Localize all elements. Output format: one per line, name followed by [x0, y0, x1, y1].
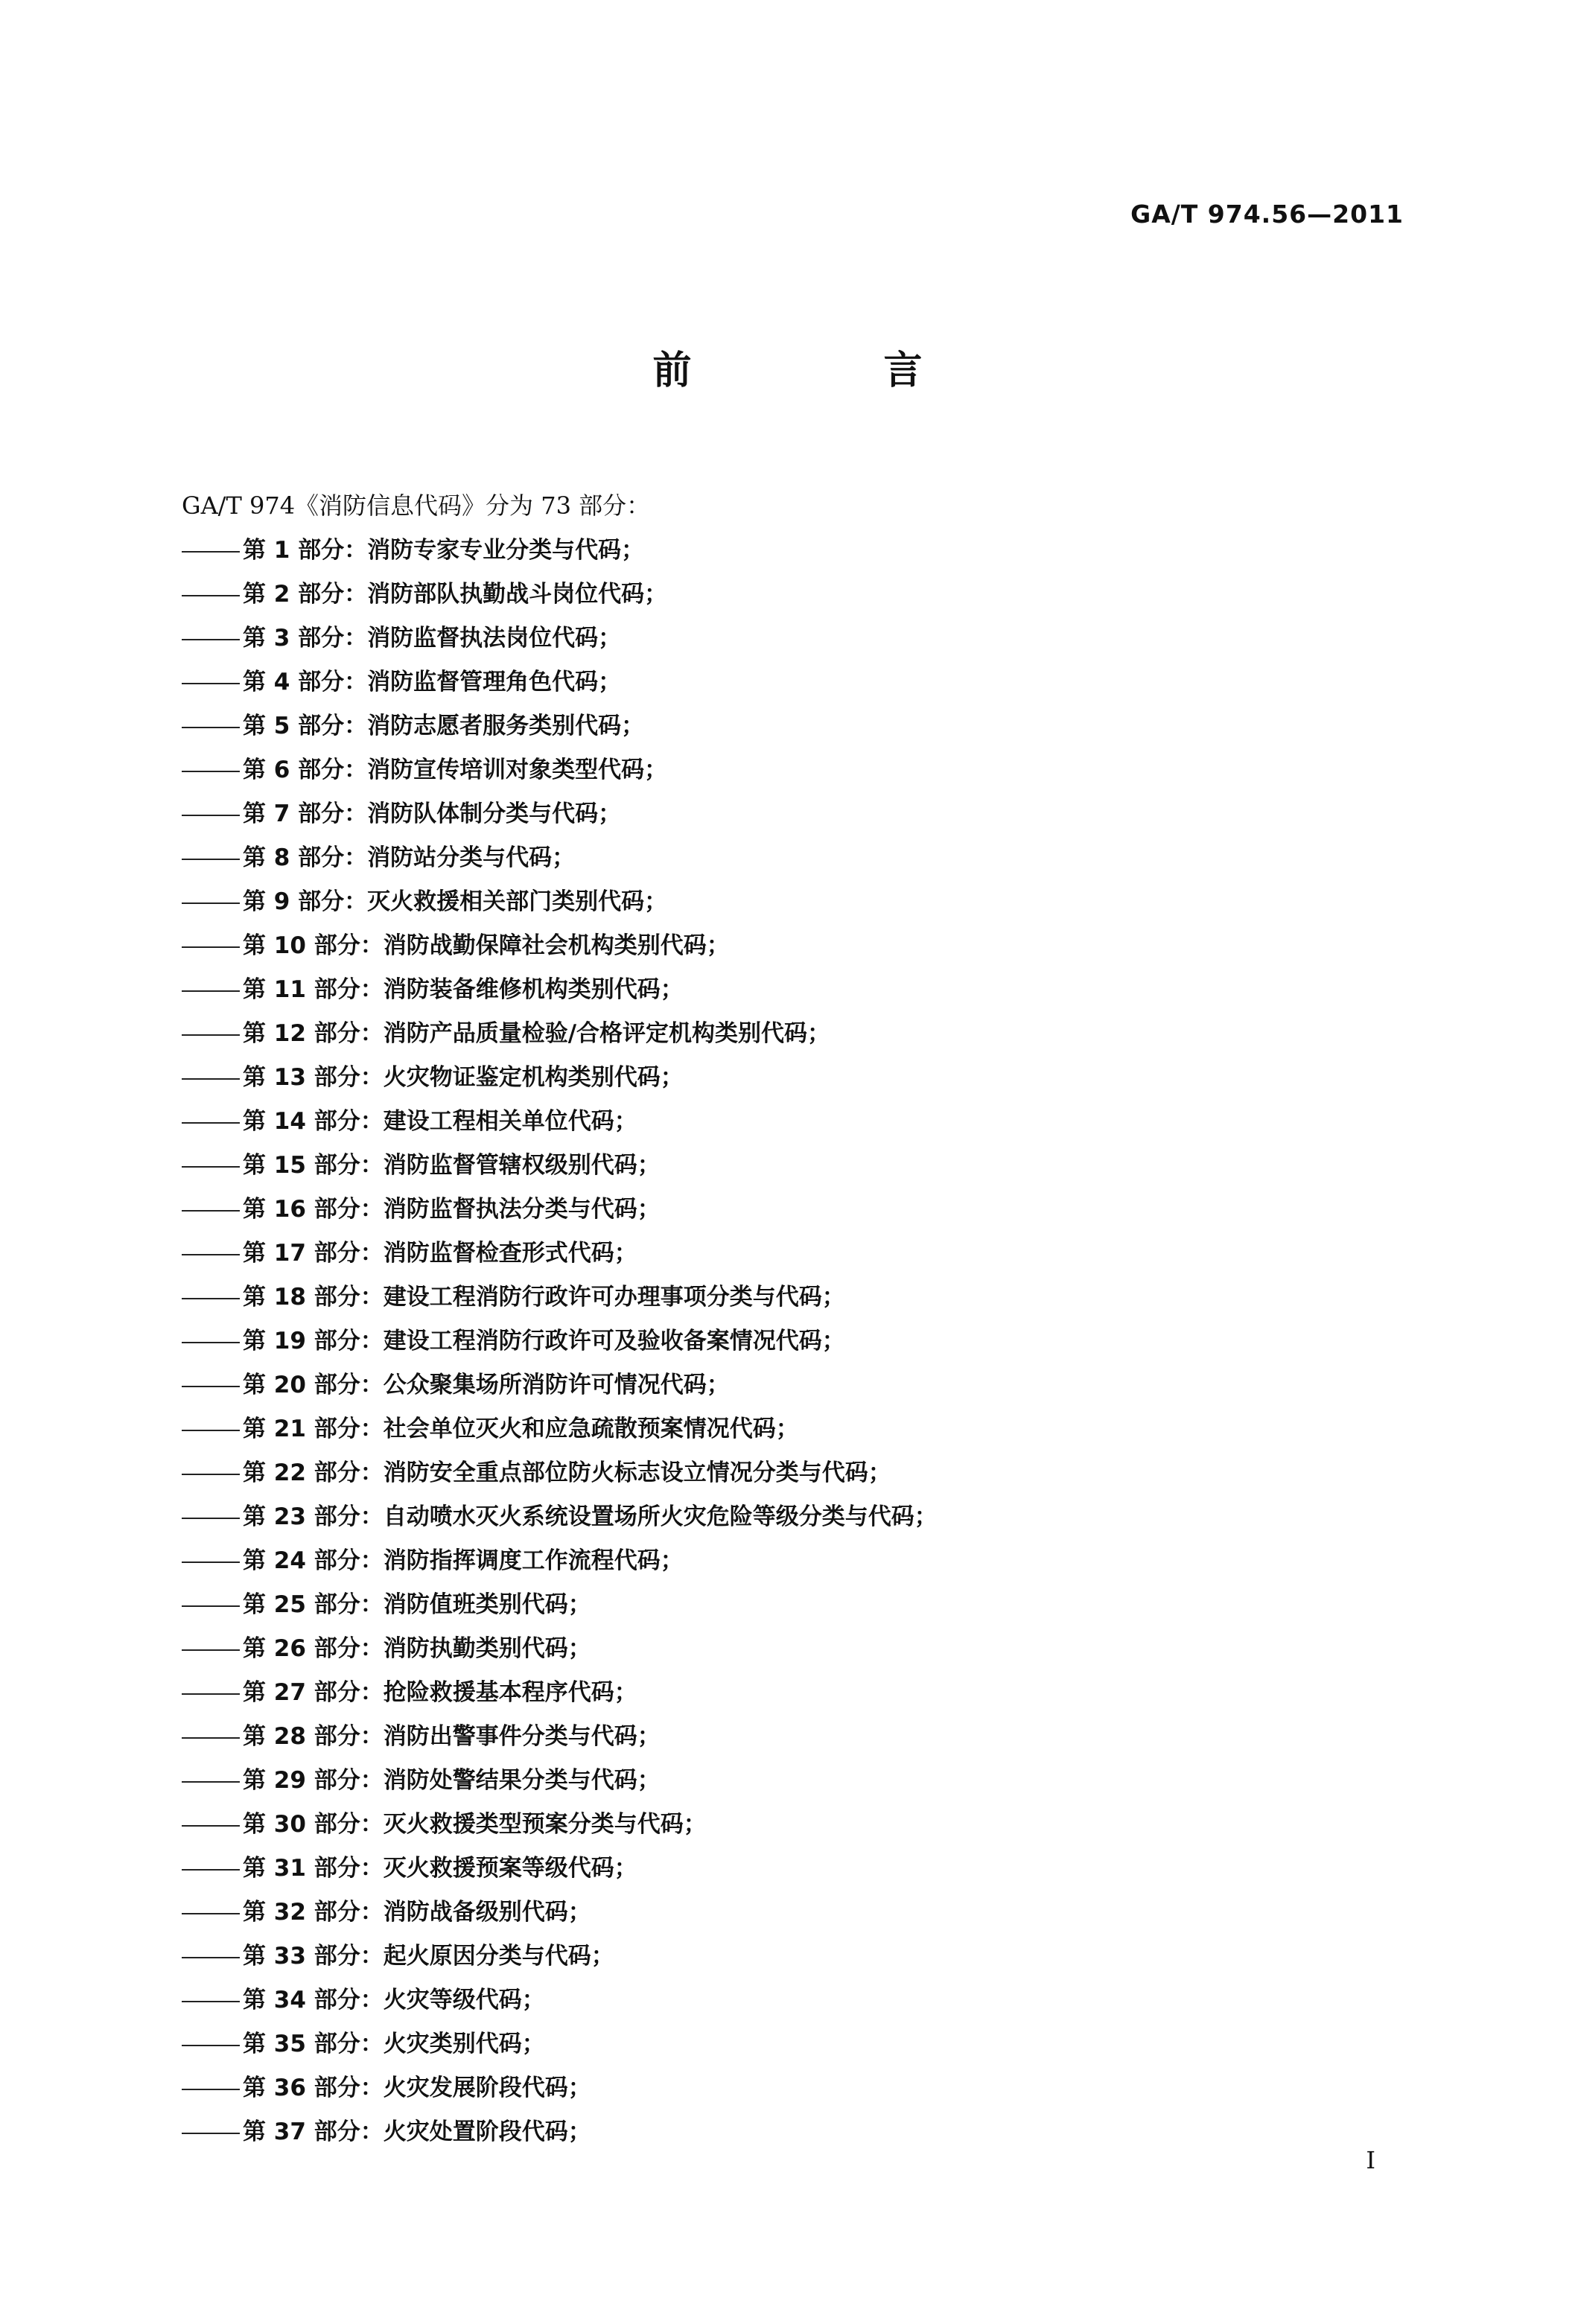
- list-item: [182, 704, 938, 748]
- list-item: [182, 1232, 938, 1276]
- list-item: [182, 529, 938, 573]
- em-dash-marker: [182, 1693, 240, 1695]
- list-item: [182, 573, 938, 617]
- list-item: [182, 617, 938, 660]
- em-dash-marker: [182, 1913, 240, 1914]
- list-item: [182, 1803, 938, 1847]
- list-item: [182, 660, 938, 704]
- part-title: ：消防出警事件分类与代码；: [360, 1723, 661, 1750]
- part-label: 第 25 部分: [243, 1591, 360, 1618]
- intro-paragraph: GA/T 974《消防信息代码》分为 73 部分：: [182, 491, 651, 520]
- part-label: 第 9 部分: [243, 888, 345, 915]
- list-item: [182, 1451, 938, 1495]
- part-label: 第 19 部分: [243, 1328, 360, 1354]
- part-title: ：消防队体制分类与代码；: [344, 800, 622, 827]
- part-title: ：公众聚集场所消防许可情况代码；: [360, 1372, 730, 1398]
- em-dash-marker: [182, 1342, 240, 1343]
- part-label: 第 27 部分: [243, 1679, 360, 1706]
- part-title: ：消防监督管理角色代码；: [344, 669, 622, 695]
- em-dash-marker: [182, 2001, 240, 2002]
- part-title: ：消防宣传培训对象类型代码；: [344, 757, 668, 783]
- list-item: [182, 1891, 938, 1935]
- part-title: ：建设工程消防行政许可办理事项分类与代码；: [360, 1284, 845, 1311]
- part-title: ：消防处警结果分类与代码；: [360, 1767, 661, 1794]
- list-item: [182, 880, 938, 924]
- list-item: [182, 1671, 938, 1715]
- list-item: [182, 2066, 938, 2110]
- part-label: 第 20 部分: [243, 1372, 360, 1398]
- em-dash-marker: [182, 551, 240, 553]
- em-dash-marker: [182, 1561, 240, 1563]
- em-dash-marker: [182, 2133, 240, 2134]
- em-dash-marker: [182, 859, 240, 860]
- part-title: ：灭火救援类型预案分类与代码；: [360, 1811, 707, 1838]
- part-label: 第 33 部分: [243, 1943, 360, 1970]
- em-dash-marker: [182, 1869, 240, 1871]
- list-item: [182, 1144, 938, 1188]
- parts-list: [182, 529, 938, 2154]
- part-title: ：消防部队执勤战斗岗位代码；: [344, 581, 668, 608]
- list-item: [182, 2110, 938, 2154]
- list-item: [182, 2022, 938, 2066]
- part-label: 第 8 部分: [243, 844, 345, 871]
- part-title: ：消防监督管辖权级别代码；: [360, 1152, 661, 1179]
- part-title: ：火灾发展阶段代码；: [360, 2075, 591, 2101]
- em-dash-marker: [182, 639, 240, 640]
- part-title: ：灭火救援预案等级代码；: [360, 1855, 637, 1882]
- part-label: 第 14 部分: [243, 1108, 360, 1135]
- part-label: 第 5 部分: [243, 713, 345, 739]
- em-dash-marker: [182, 1957, 240, 1958]
- list-item: [182, 1715, 938, 1759]
- part-title: ：消防专家专业分类与代码；: [344, 537, 645, 564]
- list-item: [182, 1539, 938, 1583]
- part-label: 第 4 部分: [243, 669, 345, 695]
- part-label: 第 36 部分: [243, 2075, 360, 2101]
- part-label: 第 22 部分: [243, 1459, 360, 1486]
- list-item: [182, 1276, 938, 1319]
- part-label: 第 1 部分: [243, 537, 345, 564]
- em-dash-marker: [182, 1430, 240, 1431]
- list-item: [182, 1319, 938, 1363]
- part-title: ：消防执勤类别代码；: [360, 1635, 591, 1662]
- em-dash-marker: [182, 1737, 240, 1739]
- part-title: ：消防指挥调度工作流程代码；: [360, 1547, 684, 1574]
- list-item: [182, 924, 938, 968]
- list-item: [182, 1847, 938, 1891]
- em-dash-marker: [182, 2045, 240, 2046]
- part-title: ：火灾等级代码；: [360, 1987, 545, 2013]
- list-item: [182, 748, 938, 792]
- part-label: 第 35 部分: [243, 2031, 360, 2057]
- em-dash-marker: [182, 902, 240, 904]
- part-title: ：消防安全重点部位防火标志设立情况分类与代码；: [360, 1459, 891, 1486]
- em-dash-marker: [182, 1298, 240, 1299]
- part-label: 第 17 部分: [243, 1240, 360, 1267]
- em-dash-marker: [182, 1825, 240, 1827]
- list-item: [182, 1363, 938, 1407]
- list-item: [182, 1759, 938, 1803]
- em-dash-marker: [182, 1034, 240, 1036]
- part-label: 第 24 部分: [243, 1547, 360, 1574]
- part-title: ：消防战备级别代码；: [360, 1899, 591, 1926]
- part-title: ：灭火救援相关部门类别代码；: [344, 888, 668, 915]
- page-title: 前 言: [652, 348, 1012, 393]
- part-title: ：消防志愿者服务类别代码；: [344, 713, 645, 739]
- part-label: 第 7 部分: [243, 800, 345, 827]
- part-title: ：消防站分类与代码；: [344, 844, 576, 871]
- em-dash-marker: [182, 1649, 240, 1651]
- em-dash-marker: [182, 1386, 240, 1387]
- em-dash-marker: [182, 990, 240, 992]
- em-dash-marker: [182, 1605, 240, 1607]
- part-label: 第 30 部分: [243, 1811, 360, 1838]
- part-label: 第 31 部分: [243, 1855, 360, 1882]
- part-title: ：消防产品质量检验/合格评定机构类别代码；: [360, 1020, 831, 1047]
- part-title: ：自动喷水灭火系统设置场所火灾危险等级分类与代码；: [360, 1503, 938, 1530]
- part-title: ：消防战勤保障社会机构类别代码；: [360, 932, 730, 959]
- list-item: [182, 1495, 938, 1539]
- em-dash-marker: [182, 1122, 240, 1124]
- part-label: 第 11 部分: [243, 976, 360, 1003]
- em-dash-marker: [182, 1474, 240, 1475]
- part-label: 第 2 部分: [243, 581, 345, 608]
- part-title: ：建设工程消防行政许可及验收备案情况代码；: [360, 1328, 845, 1354]
- part-label: 第 28 部分: [243, 1723, 360, 1750]
- part-title: ：火灾物证鉴定机构类别代码；: [360, 1064, 684, 1091]
- list-item: [182, 1935, 938, 1978]
- list-item: [182, 1407, 938, 1451]
- part-label: 第 23 部分: [243, 1503, 360, 1530]
- part-title: ：建设工程相关单位代码；: [360, 1108, 637, 1135]
- part-title: ：消防监督执法岗位代码；: [344, 625, 622, 652]
- part-title: ：消防监督执法分类与代码；: [360, 1196, 661, 1223]
- em-dash-marker: [182, 595, 240, 596]
- list-item: [182, 1012, 938, 1056]
- list-item: [182, 1188, 938, 1232]
- part-label: 第 34 部分: [243, 1987, 360, 2013]
- part-title: ：火灾处置阶段代码；: [360, 2118, 591, 2145]
- part-label: 第 13 部分: [243, 1064, 360, 1091]
- list-item: [182, 836, 938, 880]
- part-label: 第 29 部分: [243, 1767, 360, 1794]
- part-label: 第 21 部分: [243, 1416, 360, 1442]
- part-label: 第 3 部分: [243, 625, 345, 652]
- em-dash-marker: [182, 1254, 240, 1255]
- part-title: ：消防值班类别代码；: [360, 1591, 591, 1618]
- list-item: [182, 1056, 938, 1100]
- em-dash-marker: [182, 727, 240, 728]
- em-dash-marker: [182, 815, 240, 816]
- em-dash-marker: [182, 1518, 240, 1519]
- em-dash-marker: [182, 1781, 240, 1783]
- part-label: 第 16 部分: [243, 1196, 360, 1223]
- page-number: I: [1366, 2146, 1375, 2174]
- em-dash-marker: [182, 1166, 240, 1168]
- standard-number: GA/T 974.56—2011: [1130, 200, 1404, 229]
- list-item: [182, 792, 938, 836]
- part-label: 第 18 部分: [243, 1284, 360, 1311]
- em-dash-marker: [182, 1210, 240, 1212]
- part-title: ：火灾类别代码；: [360, 2031, 545, 2057]
- part-title: ：消防监督检查形式代码；: [360, 1240, 637, 1267]
- list-item: [182, 968, 938, 1012]
- em-dash-marker: [182, 771, 240, 772]
- part-label: 第 26 部分: [243, 1635, 360, 1662]
- em-dash-marker: [182, 683, 240, 684]
- part-label: 第 32 部分: [243, 1899, 360, 1926]
- part-label: 第 37 部分: [243, 2118, 360, 2145]
- list-item: [182, 1978, 938, 2022]
- part-label: 第 6 部分: [243, 757, 345, 783]
- list-item: [182, 1583, 938, 1627]
- part-title: ：起火原因分类与代码；: [360, 1943, 614, 1970]
- em-dash-marker: [182, 946, 240, 948]
- part-title: ：消防装备维修机构类别代码；: [360, 976, 684, 1003]
- part-title: ：社会单位灭火和应急疏散预案情况代码；: [360, 1416, 799, 1442]
- list-item: [182, 1100, 938, 1144]
- part-title: ：抢险救援基本程序代码；: [360, 1679, 637, 1706]
- part-label: 第 15 部分: [243, 1152, 360, 1179]
- part-label: 第 12 部分: [243, 1020, 360, 1047]
- em-dash-marker: [182, 2089, 240, 2090]
- list-item: [182, 1627, 938, 1671]
- em-dash-marker: [182, 1078, 240, 1080]
- part-label: 第 10 部分: [243, 932, 360, 959]
